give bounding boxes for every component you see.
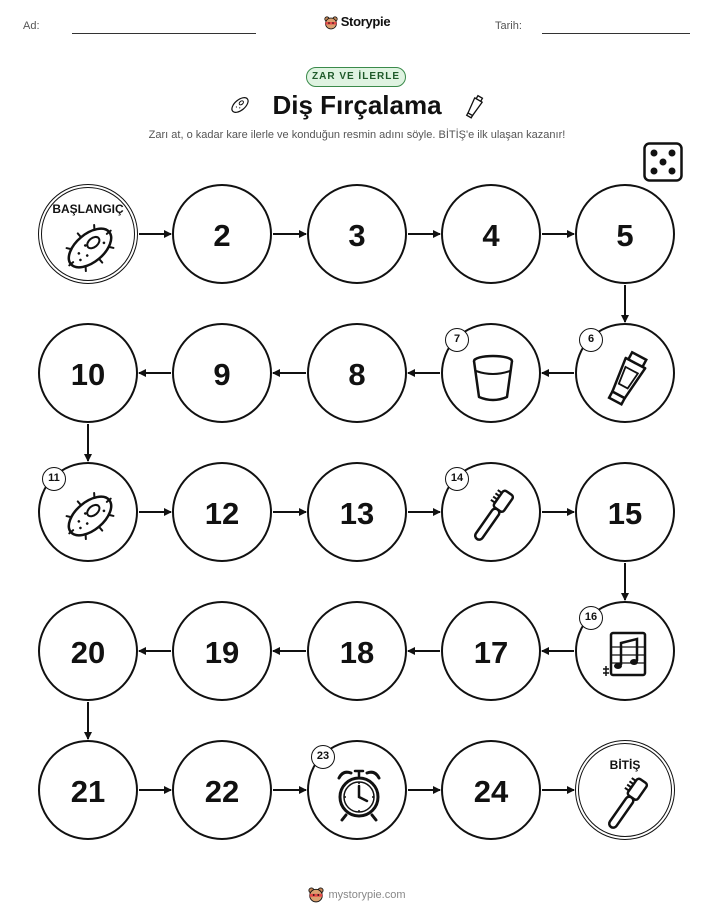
cup-icon — [463, 347, 523, 407]
date-label: Tarih: — [495, 20, 522, 32]
finish-label: BİTİŞ — [609, 758, 641, 772]
board-space-9 — [172, 323, 272, 423]
space-number-badge: 11 — [42, 467, 66, 491]
page-title: Diş Fırçalama — [272, 90, 442, 120]
space-number: 15 — [607, 496, 643, 531]
board-space-25 — [575, 740, 675, 840]
board-space-2 — [172, 184, 272, 284]
space-number: 19 — [204, 635, 240, 670]
board-space-23 — [307, 740, 407, 840]
board-space-15 — [575, 462, 675, 562]
board-space-7 — [441, 323, 541, 423]
board-space-24 — [441, 740, 541, 840]
space-number: 4 — [482, 218, 500, 253]
toothpaste-icon — [597, 347, 657, 407]
space-number: 22 — [204, 774, 240, 809]
space-number: 2 — [213, 218, 231, 253]
board-space-19 — [172, 601, 272, 701]
space-number-badge: 14 — [445, 467, 469, 491]
space-number: 17 — [473, 635, 509, 670]
board-space-13 — [307, 462, 407, 562]
space-number: 3 — [348, 218, 366, 253]
board-space-22 — [172, 740, 272, 840]
space-number: 18 — [339, 635, 375, 670]
board-space-5 — [575, 184, 675, 284]
toothbrush-icon — [597, 774, 657, 834]
footer-url[interactable]: mystorypie.com — [328, 888, 406, 901]
music-card-icon — [597, 625, 657, 685]
board-space-20 — [38, 601, 138, 701]
space-number: 5 — [616, 218, 634, 253]
board-space-3 — [307, 184, 407, 284]
board-space-18 — [307, 601, 407, 701]
board-space-1 — [38, 184, 138, 284]
toothbrush-icon — [463, 486, 523, 546]
space-number: 12 — [204, 496, 240, 531]
brand-name: Storypie — [340, 14, 391, 29]
space-number-badge: 16 — [579, 606, 603, 630]
space-number: 8 — [348, 357, 366, 392]
start-label: BAŞLANGIÇ — [52, 202, 124, 216]
space-number-badge: 7 — [445, 328, 469, 352]
board-space-12 — [172, 462, 272, 562]
instructions: Zarı at, o kadar kare ilerle ve konduğun resmin adını söyle. BİTİŞ'e ilk ulaşan kazanır! — [148, 129, 566, 141]
name-label: Ad: — [23, 20, 40, 32]
board-space-10 — [38, 323, 138, 423]
space-number: 9 — [213, 357, 231, 392]
alarm-clock-icon — [329, 764, 389, 824]
germ-icon — [60, 486, 120, 546]
space-number: 13 — [339, 496, 375, 531]
board-space-17 — [441, 601, 541, 701]
board-space-6 — [575, 323, 675, 423]
board-space-11 — [38, 462, 138, 562]
space-number: 10 — [70, 357, 106, 392]
board-space-16 — [575, 601, 675, 701]
space-number-badge: 23 — [311, 745, 335, 769]
activity-badge: ZAR VE İLERLE — [306, 67, 406, 87]
germ-icon — [60, 218, 120, 278]
space-number: 24 — [473, 774, 509, 809]
footer — [0, 887, 714, 903]
space-number-badge: 6 — [579, 328, 603, 352]
board-space-21 — [38, 740, 138, 840]
board-space-14 — [441, 462, 541, 562]
space-number: 21 — [70, 774, 106, 809]
board-space-8 — [307, 323, 407, 423]
board-space-4 — [441, 184, 541, 284]
space-number: 20 — [70, 635, 106, 670]
bear-icon — [308, 887, 324, 903]
